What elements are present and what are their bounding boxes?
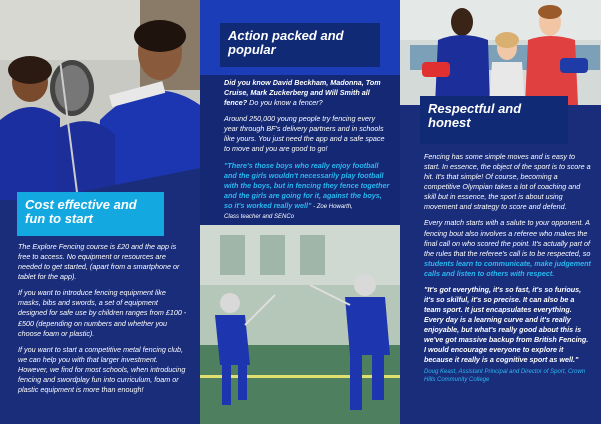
panel1-paragraph-1: The Explore Fencing course is £20 and the app is free to access. No equipment or resources are needed to get started, (apart from a smartphone or tablet for the app). <box>18 242 180 282</box>
panel3-body <box>424 152 592 384</box>
panel2-intro-bold: Did you know David Beckham, Madonna, Tom Cruise, Mark Zuckerberg and Will Smith all fence? <box>224 78 381 108</box>
panel3-paragraph-2 <box>424 218 592 278</box>
heading-action-packed-text: Action packed and popular <box>228 28 344 58</box>
panel2-quote-block <box>224 161 390 222</box>
panel1-paragraph-2: If you want to introduce fencing equipment like masks, bibs and swords, a set of equipment designed for safe use by children ranges from £100 - £500 (depending on numbers and whether you choose foam or plastic). <box>18 288 187 338</box>
heading-action-packed <box>220 23 380 67</box>
heading-cost-effective <box>17 192 164 236</box>
panel2-quote: "There's those boys who really enjoy football and the girls wouldn't necessarily play football with the boys, but in fencing they fence together and the girls are going for it, against the boys, so it's worked really well" <box>224 160 390 210</box>
panel3-quote: "It's got everything, it's so fast, it's so furious, it's so skilful, it's so precise. It can also be a team sport. It just encapsulates everything. Every day is a learning curve and it's really enjoyable, but what's really good about this is we've got massive backup from British Fencing. I would encourage everyone to explore it because it really is a cognitive sport as well." <box>424 284 589 365</box>
panel3-paragraph-2-start: Every match starts with a salute to your opponent. A fencing bout also involves a referee who makes the final call on who scored the point. It's actually part of the rules that the referee's call is to be respected, so <box>424 218 591 258</box>
panel3-quote-author: Doug Keast, Assistant Principal and Director of Sport, Crown Hills Community College <box>424 368 586 383</box>
panel1-paragraph-3: If you want to start a competitive metal fencing club, we can help you with that larger investment. However, we find for most schools, when introducing fencing and swordplay fun into curriculum, foam or plastic equipment is more than enough! <box>18 344 186 395</box>
panel3-paragraph-1: Fencing has some simple moves and is easy to start. In essence, the object of the sport is to score a hit. It's that simple! Of course, becoming a competitive Olympian takes a lot of coaching and skill but in essence, the sport is about using movement and strategy to score and defend. <box>424 152 591 212</box>
panel2-intro <box>224 78 390 108</box>
panel2-body <box>224 78 390 222</box>
panel-cost-effective <box>0 0 200 424</box>
heading-respectful-text: Respectful and honest <box>428 101 522 131</box>
photo-team-members-illustration <box>400 0 601 105</box>
photo-team-members <box>400 0 601 105</box>
heading-cost-effective-text: Cost effective and fun to start <box>25 197 137 227</box>
panel-respectful <box>400 0 601 424</box>
photo-fencing-gym <box>200 225 400 424</box>
panel2-quote-role: Class teacher and SENCo <box>224 214 295 221</box>
panel2-intro-rest: Do you know a fencer? <box>247 98 323 108</box>
panel-action-packed <box>200 0 400 424</box>
panel3-paragraph-2-highlight: students learn to communicate, make judgement calls and listen to others with respect. <box>424 258 591 278</box>
panel2-quote-author: - Zoe Howarth, <box>311 203 353 210</box>
photo-fencing-gym-illustration <box>200 225 400 424</box>
panel1-body <box>18 242 188 401</box>
panel2-paragraph: Around 250,000 young people try fencing every year through BF's delivery partners and in schools like yours. You just need the app and a safe space to move and you are good to go! <box>224 114 385 154</box>
heading-respectful <box>420 96 568 144</box>
